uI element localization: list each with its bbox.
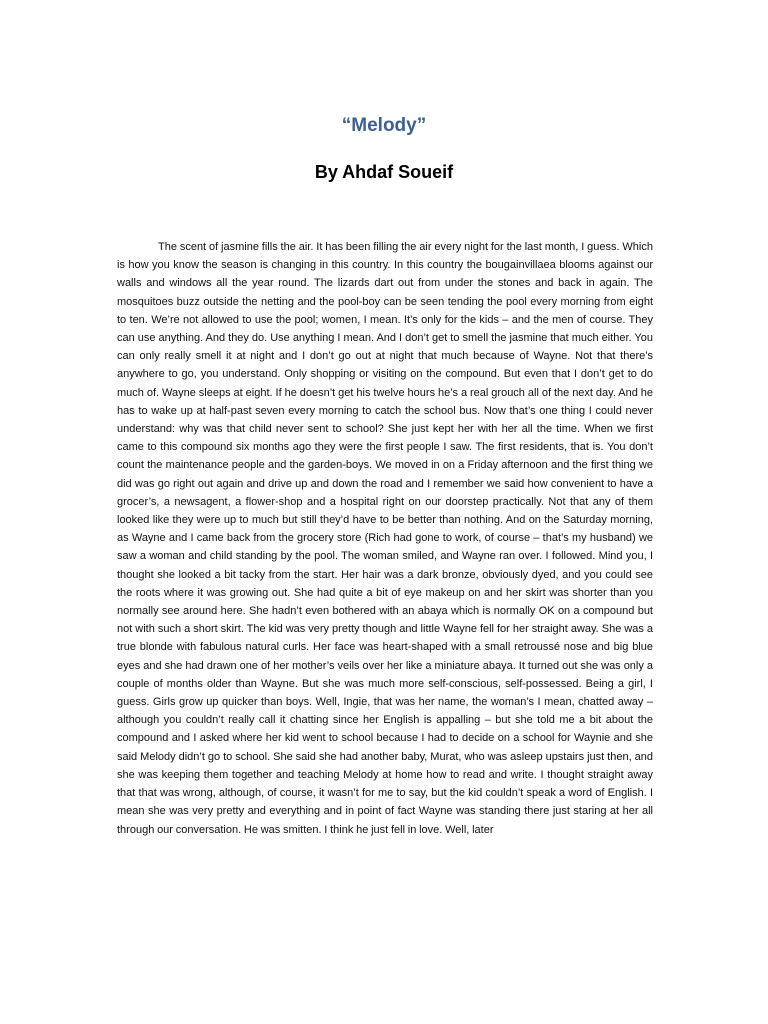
story-body-paragraph: The scent of jasmine fills the air. It has been filling the air every night for the last month, I guess. Which is how you know the season is changing in this country. In this country the bougainvillaea blooms against our walls and windows all the year round. The lizards dart out from under the stones and back in again. The mosquitoes buzz outside the netting and the pool-boy can be seen tending the pool every morning from eight to ten. We’re not allowed to use the pool; women, I mean. It’s only for the kids – and the men of course. They can use anything. And they do. Use anything I mean. And I don’t get to smell the jasmine that much either. You can only really smell it at night and I don’t go out at night that much because of Wayne. Not that there’s anywhere to go, you understand. Only shopping or visiting on the compound. But even that I don’t get to do much of. Wayne sleeps at eight. If he doesn’t get his twelve hours he’s a real grouch all of the next day. And he has to wake up at half-past seven every morning to catch the school bus. Now that’s one thing I could never understand: why was that child never sent to school? She just kept her with her all the time. When we first came to this compound six months ago they were the first people I saw. The first residents, that is. You don’t count the maintenance people and the garden-boys. We moved in on a Friday afternoon and the first thing we did was go right out again and drive up and down the road and I remember we said how convenient to have a grocer’s, a newsagent, a flower-shop and a hospital right on our doorstep practically. Not that any of them looked like they were up to much but still they’d have to be better than nothing. And on the Saturday morning, as Wayne and I came back from the grocery store (Rich had gone to work, of course – that’s my husband) we saw a woman and child standing by the pool. The woman smiled, and Wayne ran over. I followed. Mind you, I thought she looked a bit tacky from the start. Her hair was a dark bronze, obviously dyed, and you could see the roots where it was growing out. She had quite a bit of eye makeup on and her skirt was shorter than you normally see around here. She hadn’t even bothered with an abaya which is normally OK on a compound but not with such a short skirt. The kid was very pretty though and little Wayne fell for her straight away. She was a true blonde with fabulous natural curls. Her face was heart-shaped with a small retroussé nose and big blue eyes and she had drawn one of her mother’s veils over her like a miniature abaya. It turned out she was only a couple of months older than Wayne. But she was much more self-conscious, self-possessed. Being a girl, I guess. Girls grow up quicker than boys. Well, Ingie, that was her name, the woman’s I mean, chatted away – although you couldn’t really call it chatting since her English is appalling – but she told me a bit about the compound and I asked where her kid went to school because I had to decide on a school for Waynie and she said Melody didn’t go to school. She said she had another baby, Murat, who was asleep upstairs just then, and she was keeping them together and teaching Melody at home how to read and write. I thought straight away that that was wrong, although, of course, it wasn’t for me to say, but the kid couldn’t speak a word of English. I mean she was very pretty and everything and in point of fact Wayne was standing there just staring at her all through our conversation. He was smitten. I think he just fell in love. Well, later (117, 241, 653, 836)
story-author: By Ahdaf Soueif (314, 162, 454, 182)
story-title: “Melody” (341, 115, 427, 136)
